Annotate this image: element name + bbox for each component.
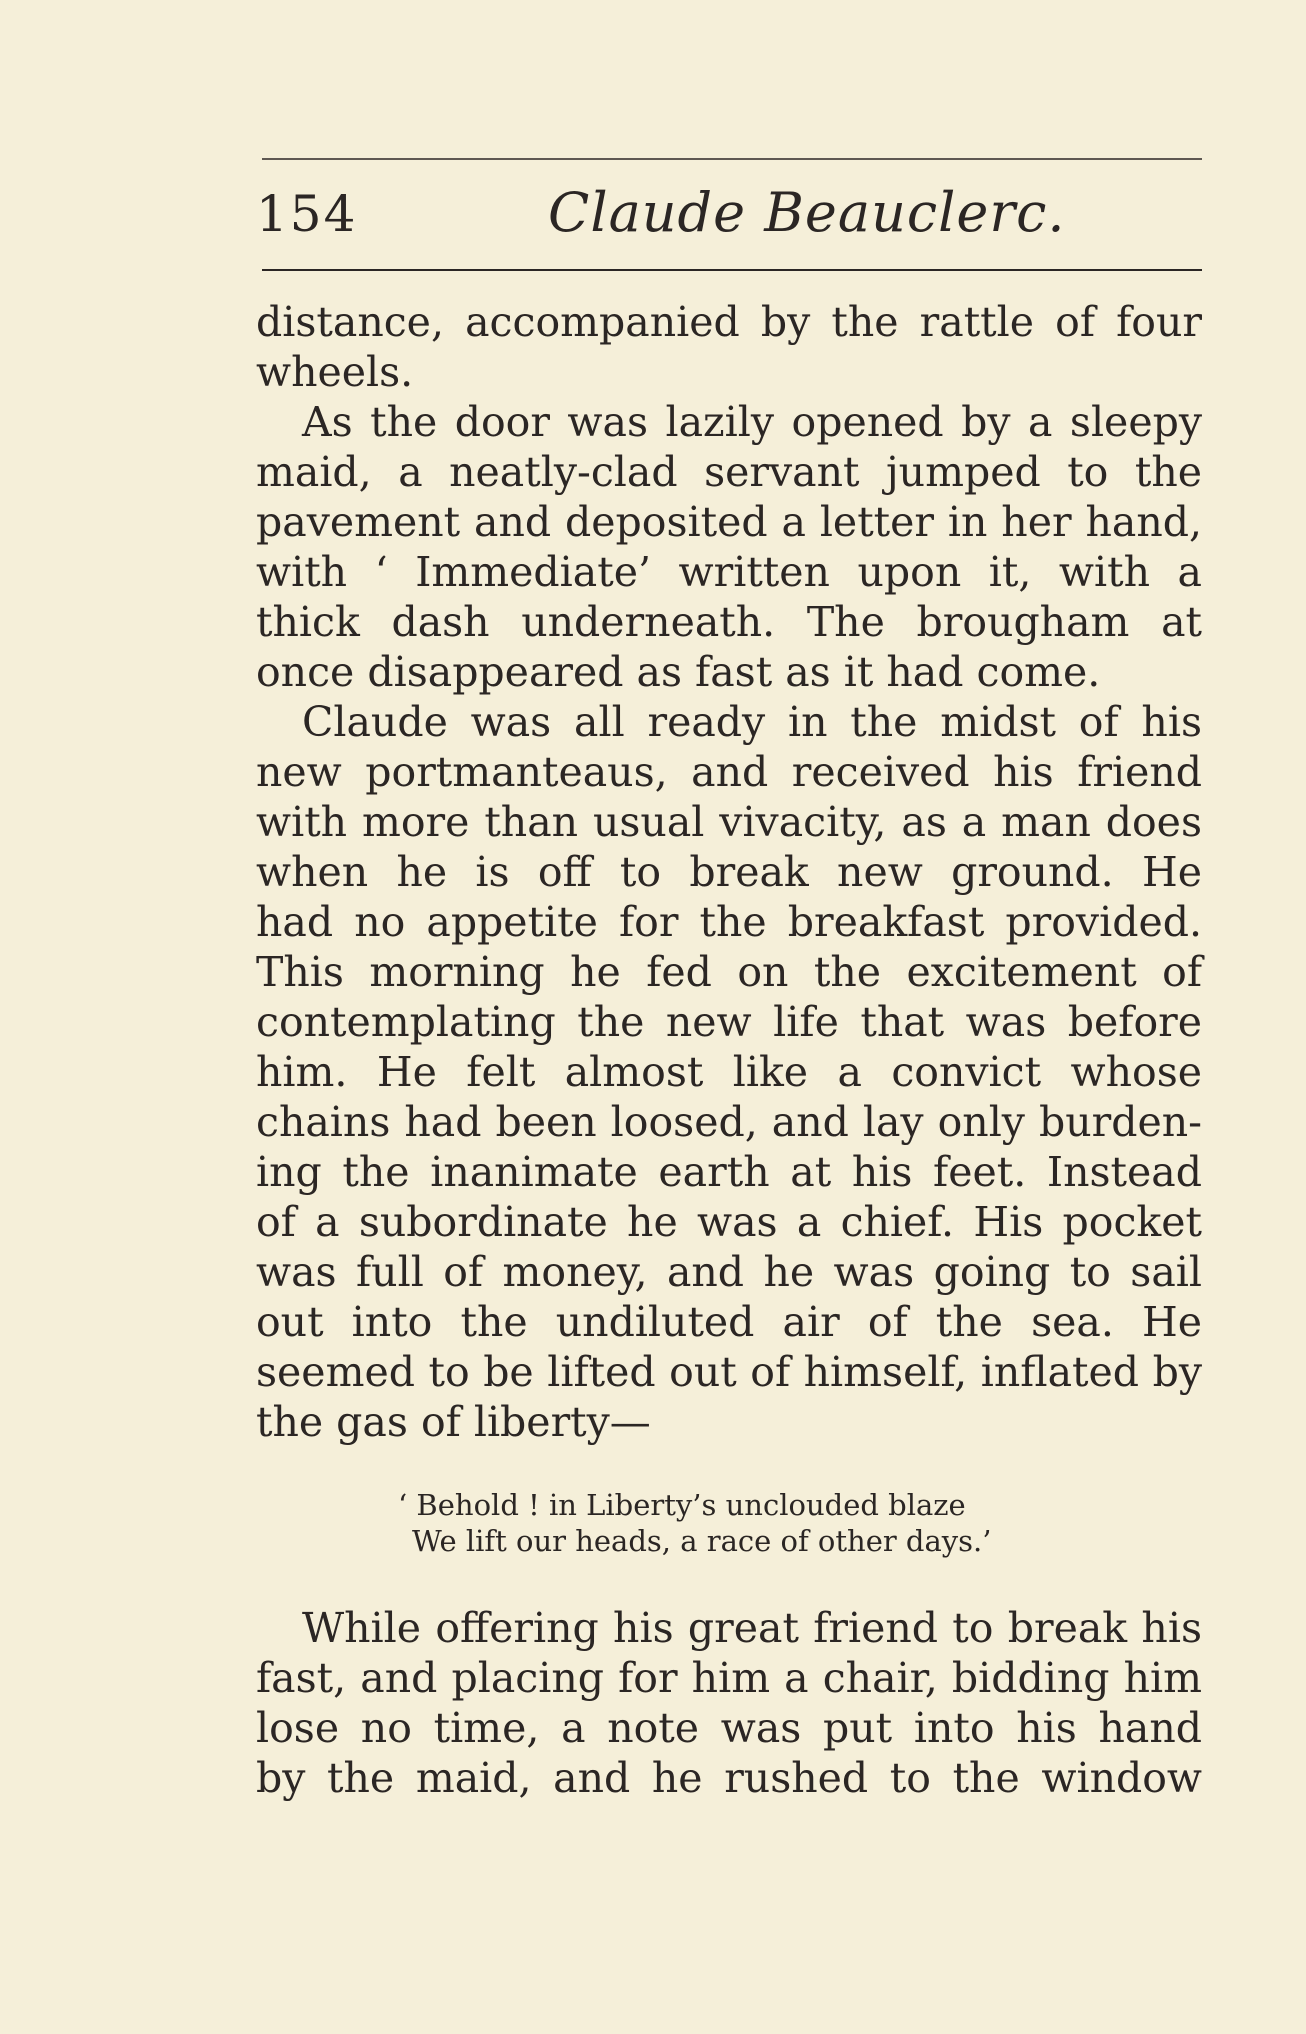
text-line: the gas of liberty—	[256, 1398, 651, 1446]
text-line: seemed to be lifted out of himself, inflated by	[256, 1348, 1202, 1396]
verse-line: We lift our heads, a race of other days.’	[412, 1524, 992, 1558]
text-line: ing the inanimate earth at his feet. Instead	[256, 1148, 1202, 1196]
text-line: with more than usual vivacity, as a man does	[256, 798, 1202, 846]
running-title: Claude Beauclerc.	[548, 181, 1066, 244]
text-line: chains had been loosed, and lay only burden-	[256, 1098, 1202, 1146]
text-line: While offering his great friend to break his	[302, 1604, 1202, 1652]
verse-line: ‘ Behold ! in Liberty’s unclouded blaze	[398, 1488, 966, 1522]
text-line: contemplating the new life that was before	[256, 998, 1202, 1046]
header-bottom-rule	[262, 269, 1202, 271]
text-line: by the maid, and he rushed to the window	[256, 1754, 1202, 1802]
text-line: wheels.	[256, 348, 414, 396]
text-line: Claude was all ready in the midst of his	[302, 698, 1202, 746]
text-line: of a subordinate he was a chief. His pocket	[256, 1198, 1202, 1246]
text-line: As the door was lazily opened by a sleepy	[302, 398, 1202, 446]
body-text-bottom	[256, 1603, 1202, 1803]
text-line: out into the undiluted air of the sea. He	[256, 1298, 1202, 1346]
text-line: once disappeared as fast as it had come.	[256, 648, 1101, 696]
text-line: This morning he fed on the excitement of	[256, 948, 1202, 996]
text-line: maid, a neatly-clad servant jumped to the	[256, 448, 1202, 496]
text-line: fast, and placing for him a chair, bidding him	[256, 1654, 1202, 1702]
page-number: 154	[256, 185, 358, 243]
text-line: when he is off to break new ground. He	[256, 848, 1202, 896]
text-line: thick dash underneath. The brougham at	[256, 598, 1202, 646]
text-line: lose no time, a note was put into his hand	[256, 1704, 1202, 1752]
verse-quotation	[398, 1487, 1038, 1559]
text-line: had no appetite for the breakfast provided.	[256, 898, 1202, 946]
text-line: new portmanteaus, and received his friend	[256, 748, 1202, 796]
text-line: him. He felt almost like a convict whose	[256, 1048, 1202, 1096]
text-line: was full of money, and he was going to sail	[256, 1248, 1202, 1296]
body-text-top	[256, 297, 1202, 1447]
text-line: with ‘ Immediate’ written upon it, with a	[256, 548, 1202, 596]
text-line: distance, accompanied by the rattle of four	[256, 298, 1202, 346]
header-top-rule	[262, 158, 1202, 160]
text-line: pavement and deposited a letter in her hand,	[256, 498, 1202, 546]
